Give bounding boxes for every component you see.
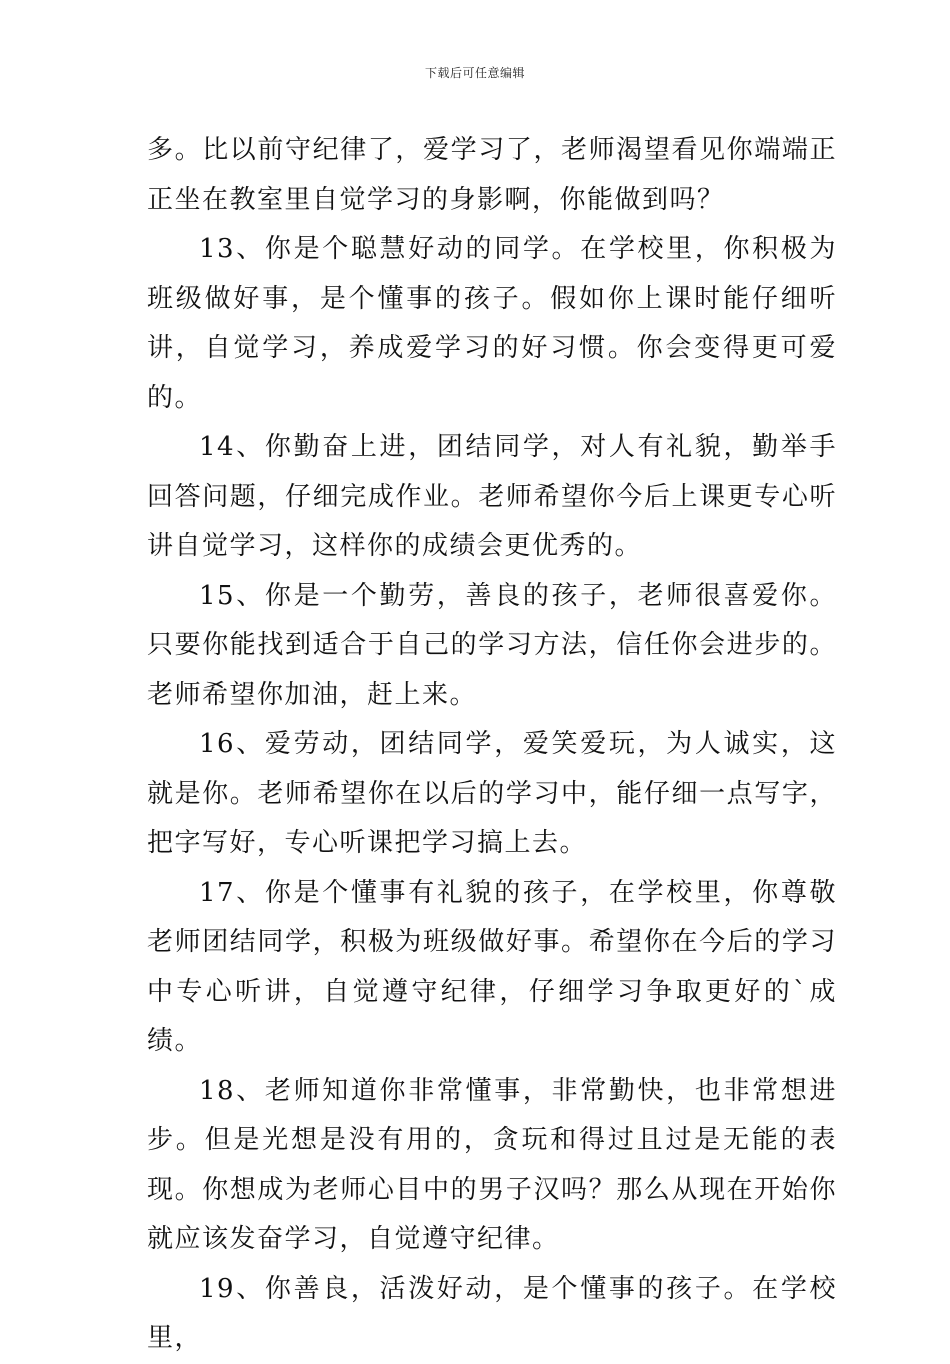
paragraph-item-14: 14、你勤奋上进，团结同学，对人有礼貌，勤举手回答问题，仔细完成作业。老师希望你今后上课更专心听讲自觉学习，这样你的成绩会更优秀的。 (147, 432, 837, 561)
paragraph-item-19: 19、你善良，活泼好动，是个懂事的孩子。在学校里， (147, 1273, 837, 1353)
page-header: 下载后可任意编辑 (424, 66, 525, 80)
paragraph-item-15: 15、你是一个勤劳，善良的孩子，老师很喜爱你。只要你能找到适合于自己的学习方法，信任你会进步的。老师希望你加油，赶上来。 (147, 580, 837, 710)
paragraph-item-18: 18、老师知道你非常懂事，非常勤快，也非常想进步。但是光想是没有用的，贪玩和得过且过是无能的表现。你想成为老师心目中的男子汉吗？那么从现在开始你就应该发奋学习，自觉遵守纪律。 (147, 1075, 837, 1254)
document-body (147, 126, 837, 1364)
paragraph-continuation: 多。比以前守纪律了，爱学习了，老师渴望看见你端端正正坐在教室里自觉学习的身影啊，你能做到吗？ (147, 135, 837, 215)
paragraph-item-16: 16、爱劳动，团结同学，爱笑爱玩，为人诚实，这就是你。老师希望你在以后的学习中，能仔细一点写字，把字写好，专心听课把学习搞上去。 (147, 729, 837, 858)
paragraph-item-13: 13、你是个聪慧好动的同学。在学校里，你积极为班级做好事，是个懂事的孩子。假如你上课时能仔细听讲，自觉学习，养成爱学习的好习惯。你会变得更可爱的。 (147, 234, 837, 413)
paragraph-item-17: 17、你是个懂事有礼貌的孩子，在学校里，你尊敬老师团结同学，积极为班级做好事。希望你在今后的学习中专心听讲，自觉遵守纪律，仔细学习争取更好的`成绩。 (147, 877, 837, 1056)
